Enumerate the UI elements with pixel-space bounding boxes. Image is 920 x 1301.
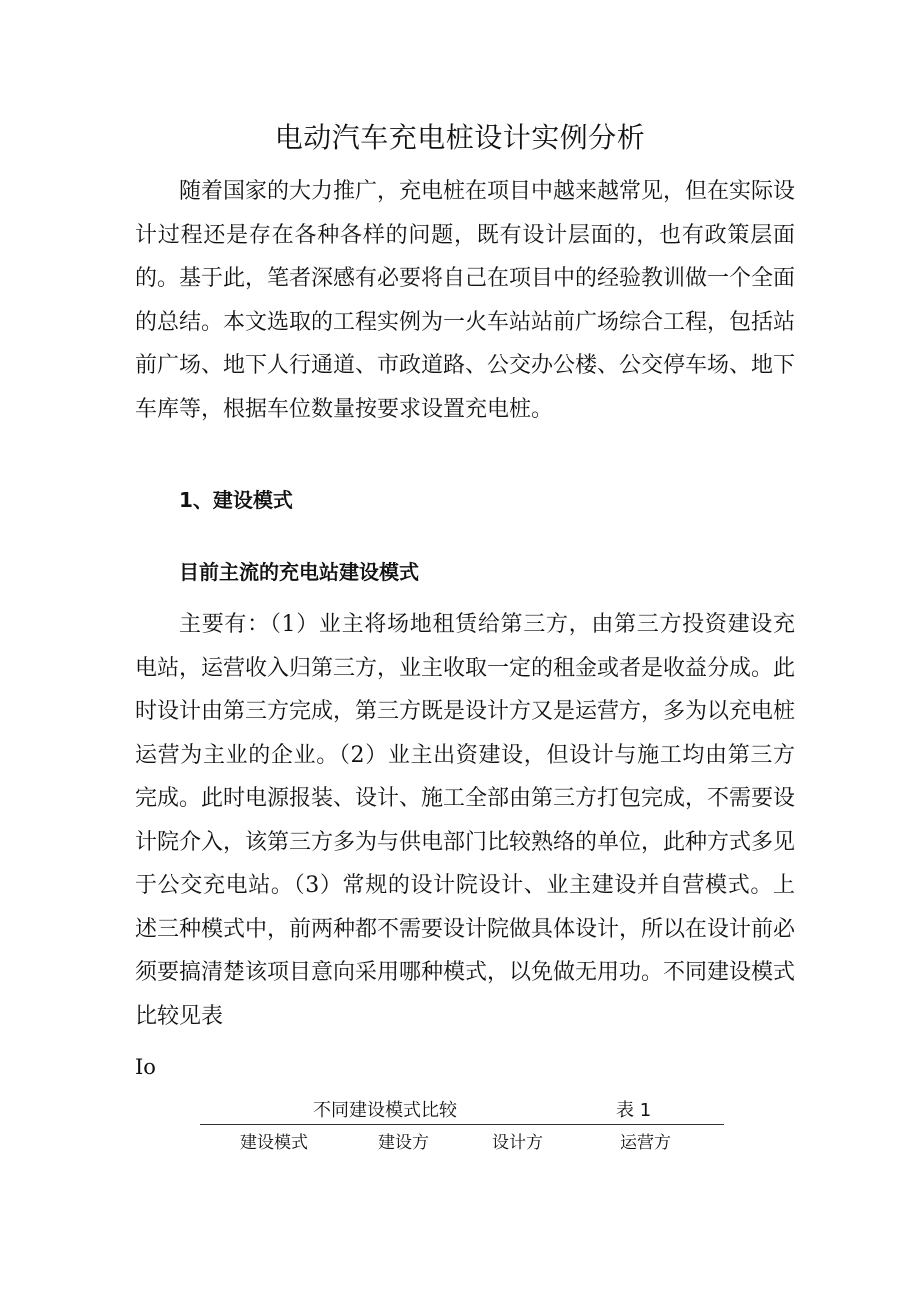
table-caption-title: 不同建设模式比较: [313, 1100, 457, 1121]
table-header-cell: 设计方: [492, 1133, 543, 1153]
table-header-cell: 运营方: [620, 1133, 671, 1153]
intro-paragraph: 随着国家的大力推广，充电桩在项目中越来越常见，但在实际设计过程还是存在各种各样的问题，既有设计层面的，也有政策层面的。基于此，笔者深感有必要将自己在项目中的经验教训做一个全面的总结。本文选取的工程实例为一火车站站前广场综合工程，包括站前广场、地下人行通道、市政道路、公交办公楼、公交停车场、地下车库等，根据车位数量按要求设置充电桩。: [135, 179, 796, 422]
modes-paragraph: 主要有：（1）业主将场地租赁给第三方，由第三方投资建设充电站，运营收入归第三方，业主收取一定的租金或者是收益分成。此时设计由第三方完成，第三方既是设计方又是运营方，多为以充电桩运营为主业的企业。（2）业主出资建设，但设计与施工均由第三方完成。此时电源报装、设计、施工全部由第三方打包完成，不需要设计院介入，该第三方多为与供电部门比较熟络的单位，此种方式多见于公交充电站。（3）常规的设计院设计、业主建设并自营模式。上述三种模式中，前两种都不需要设计院做具体设计，所以在设计前必须要搞清楚该项目意向采用哪种模式，以免做无用功。不同建设模式比较见表: [135, 612, 796, 1029]
section-heading: 1、建设模式: [179, 488, 293, 512]
document-title: 电动汽车充电桩设计实例分析: [274, 121, 646, 154]
table-header-cell: 建设方: [378, 1133, 429, 1153]
table-caption-number: 表 1: [616, 1100, 652, 1121]
table-caption: [200, 1097, 724, 1125]
table-header-cell: 建设模式: [240, 1133, 308, 1153]
subsection-heading: 目前主流的充电站建设模式: [179, 560, 419, 584]
table-header-row: [200, 1128, 724, 1158]
stray-text: Io: [135, 1055, 156, 1079]
table-top-rule: [200, 1124, 724, 1125]
